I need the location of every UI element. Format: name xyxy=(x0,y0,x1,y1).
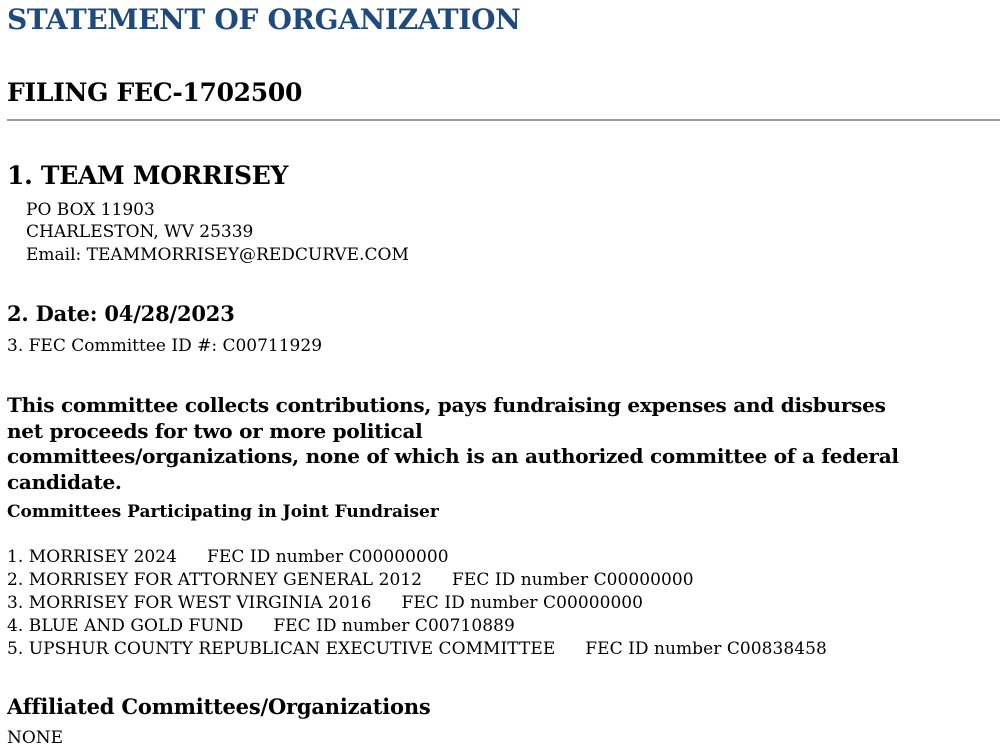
committee-item-fec-id: FEC ID number C00710889 xyxy=(273,616,515,636)
affiliated-value: NONE xyxy=(7,728,64,748)
committee-item-fec-id: FEC ID number C00000000 xyxy=(207,547,449,567)
email-line: Email: TEAMMORRISEY@REDCURVE.COM xyxy=(26,245,409,265)
list-item xyxy=(7,546,827,569)
list-item xyxy=(7,592,827,615)
statement-line: net proceeds for two or more political xyxy=(7,418,423,443)
committee-id: 3. FEC Committee ID #: C00711929 xyxy=(7,336,323,356)
statement-line: candidate. xyxy=(7,469,122,494)
committee-item-name: 1. MORRISEY 2024 xyxy=(7,547,178,567)
committee-item-name: 3. MORRISEY FOR WEST VIRGINIA 2016 xyxy=(7,593,372,613)
statement-line: This committee collects contributions, pays fundraising expenses and disburses xyxy=(7,393,886,417)
filing-number: FILING FEC-1702500 xyxy=(7,78,303,107)
list-item xyxy=(7,569,827,592)
committee-item-name: 4. BLUE AND GOLD FUND xyxy=(7,616,244,636)
joint-fundraiser-list xyxy=(7,546,827,661)
committee-item-name: 2. MORRISEY FOR ATTORNEY GENERAL 2012 xyxy=(7,570,423,590)
address-line-1: PO BOX 11903 xyxy=(26,200,155,220)
list-item xyxy=(7,638,827,661)
committee-item-name: 5. UPSHUR COUNTY REPUBLICAN EXECUTIVE COMMITTEE xyxy=(7,639,556,659)
divider xyxy=(7,119,1000,121)
committee-item-fec-id: FEC ID number C00000000 xyxy=(452,570,694,590)
joint-fundraiser-heading: Committees Participating in Joint Fundraiser xyxy=(7,502,439,522)
committee-name: 1. TEAM MORRISEY xyxy=(7,161,289,190)
committee-type-statement xyxy=(7,393,997,495)
committee-item-fec-id: FEC ID number C00838458 xyxy=(585,639,827,659)
list-item xyxy=(7,615,827,638)
filing-date: 2. Date: 04/28/2023 xyxy=(7,301,235,326)
address-line-2: CHARLESTON, WV 25339 xyxy=(26,222,254,242)
committee-item-fec-id: FEC ID number C00000000 xyxy=(401,593,644,613)
page-title: STATEMENT OF ORGANIZATION xyxy=(7,3,521,36)
statement-line: committees/organizations, none of which is an authorized committee of a federal xyxy=(7,444,899,468)
affiliated-heading: Affiliated Committees/Organizations xyxy=(7,694,431,719)
